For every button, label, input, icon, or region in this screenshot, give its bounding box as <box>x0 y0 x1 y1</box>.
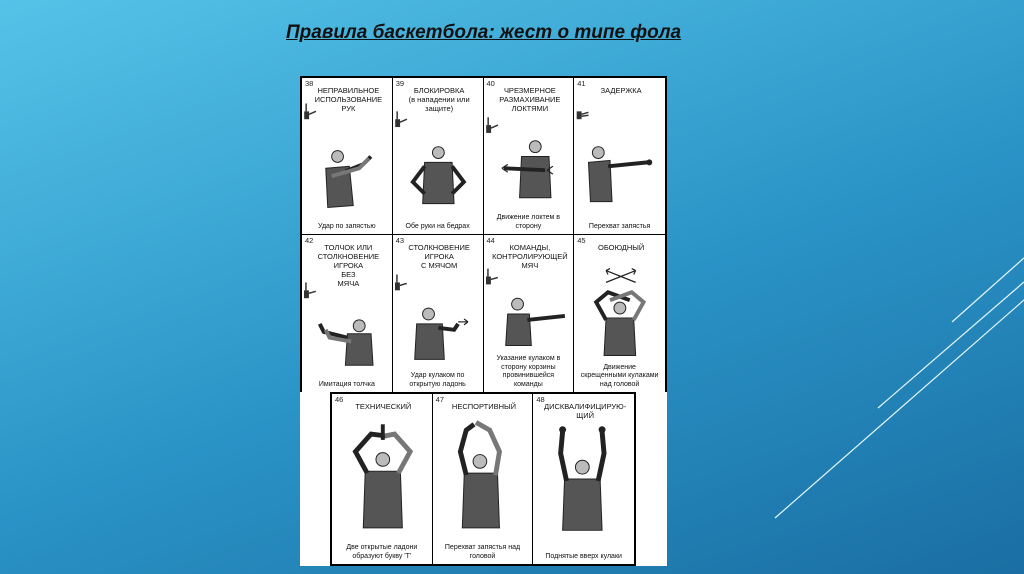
signal-caption: Обе руки на бедрах <box>405 222 470 230</box>
referee-blocking-figure <box>393 78 483 234</box>
sheet-margin-left <box>300 392 330 566</box>
signal-card-42 <box>302 235 393 392</box>
referee-elbowing-figure <box>484 78 574 234</box>
signal-caption: Две открытые ладони образуют букву 'T' <box>346 544 418 560</box>
signal-card-39 <box>393 78 484 235</box>
signal-caption: Движение локтем в сторону <box>496 214 560 230</box>
signal-number: 39 <box>395 79 405 88</box>
signal-card-45 <box>574 235 665 392</box>
signal-title: ОБОЮДНЫЙ <box>597 243 645 252</box>
referee-disqualifying-figure <box>533 394 634 564</box>
signals-sheet-bottom <box>330 392 636 566</box>
signal-card-48 <box>533 394 634 564</box>
signal-title: ТЕХНИЧЕСКИЙ <box>355 402 412 411</box>
signal-card-44 <box>484 235 575 392</box>
signal-title: НЕПРАВИЛЬНОЕ ИСПОЛЬЗОВАНИЕ РУК <box>314 86 383 113</box>
referee-charging-figure <box>393 235 483 392</box>
signal-caption: Удар кулаком по открытую ладонь <box>409 372 466 388</box>
signal-card-38 <box>302 78 393 235</box>
signal-card-40 <box>484 78 575 235</box>
signal-number: 42 <box>305 236 314 245</box>
signal-number: 41 <box>577 79 586 88</box>
signal-caption: Поднятые вверх кулаки <box>545 552 622 560</box>
signal-title: НЕСПОРТИВНЫЙ <box>451 402 517 411</box>
signal-number: 46 <box>335 395 344 404</box>
signal-title: ТОЛЧОК ИЛИ СТОЛКНОВЕНИЕ ИГРОКА БЕЗ МЯЧА <box>317 243 380 288</box>
signal-number: 40 <box>486 79 495 88</box>
signal-number: 43 <box>395 236 405 245</box>
signal-title: ДИСКВАЛИФИЦИРУЮ- ЩИЙ <box>544 402 627 420</box>
signal-title: КОМАНДЫ, КОНТРОЛИРУЮЩЕЙ МЯЧ <box>492 243 568 270</box>
slide-title: Правила баскетбола: жест о типе фола <box>286 22 682 43</box>
signal-number: 38 <box>305 79 314 88</box>
signal-caption: Перехват запястья <box>588 222 651 230</box>
referee-technical-foul-figure <box>332 394 432 564</box>
signal-caption: Перехват запястья над головой <box>444 544 521 560</box>
signal-title: СТОЛКНОВЕНИЕ ИГРОКА С МЯЧОМ <box>408 243 470 270</box>
signal-caption: Движение скрещенными кулаками над головой <box>580 363 659 388</box>
referee-holding-figure <box>574 78 665 234</box>
signal-caption: Указание кулаком в сторону корзины провинившейся команды <box>496 355 561 388</box>
signal-number: 44 <box>486 236 495 245</box>
signal-number: 48 <box>536 395 545 404</box>
signal-title: БЛОКИРОВКА (в нападении или защите) <box>408 86 470 113</box>
signal-card-47 <box>433 394 534 564</box>
signal-title: ЗАДЕРЖКА <box>600 86 642 95</box>
signal-caption: Удар по запястью <box>318 222 376 230</box>
signal-number: 47 <box>435 395 444 404</box>
sheet-margin-right <box>636 392 667 566</box>
signal-card-41 <box>574 78 665 235</box>
referee-illegal-use-of-hands-figure <box>302 78 392 234</box>
signal-card-46 <box>332 394 433 564</box>
referee-unsportsmanlike-figure <box>433 394 533 564</box>
signal-title: ЧРЕЗМЕРНОЕ РАЗМАХИВАНИЕ ЛОКТЯМИ <box>499 86 561 113</box>
signal-number: 45 <box>577 236 586 245</box>
referee-pushing-figure <box>302 235 392 392</box>
signal-caption: Имитация толчка <box>318 380 375 388</box>
signals-sheet-top <box>300 76 667 394</box>
signal-card-43 <box>393 235 484 392</box>
